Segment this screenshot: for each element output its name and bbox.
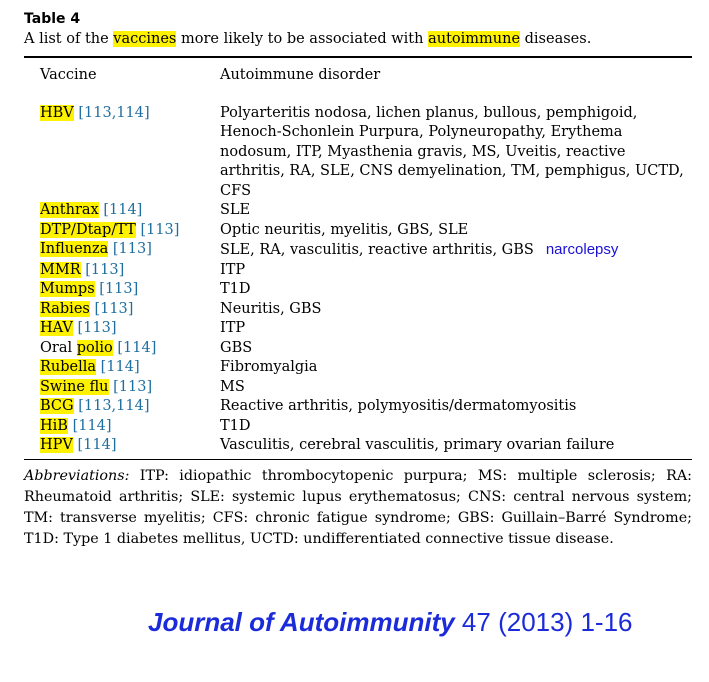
table-row [24,319,692,339]
table-row [24,240,692,261]
vaccine-cell [24,221,220,241]
disorder-cell [220,261,692,281]
disorder-text: Optic neuritis, myelitis, GBS, SLE [220,221,469,238]
journal-details: 47 (2013) 1-16 [454,607,633,637]
disorder-cell [220,319,692,339]
vaccine-cell [24,261,220,281]
table-caption [24,30,692,49]
vaccine-cell [24,339,220,359]
vaccine-prefix: Oral [40,339,77,356]
table-footnote [24,466,692,550]
vaccine-table [24,58,692,459]
reference-link[interactable]: [114] [117,339,157,356]
disorder-cell [220,94,692,202]
vaccine-cell [24,240,220,261]
disorder-cell [220,221,692,241]
vaccine-name: Influenza [40,241,109,257]
disorder-cell [220,378,692,398]
reference-link[interactable]: [113] [94,300,134,317]
disorder-cell [220,201,692,221]
vaccine-name: DTP/Dtap/TT [40,221,136,238]
table-header [24,58,692,94]
vaccine-name: Rabies [40,300,90,317]
disorder-cell [220,436,692,459]
disorder-text: MS [220,378,245,395]
vaccine-name: BCG [40,398,74,414]
vaccine-cell [24,397,220,417]
caption-highlight-vaccines: vaccines [113,31,177,47]
disorder-cell [220,240,692,261]
vaccine-name: MMR [40,261,81,278]
disorder-text: Polyarteritis nodosa, lichen planus, bullous, pemphigoid, Henoch-Schonlein Purpura, Polyneuropathy, Erythema nodosum, ITP, Myasthenia gravis, MS, Uveitis, reactive arthritis, RA, SLE, CNS demyelination, TM, pemphigus, UCTD, CFS [220,104,684,199]
table-bottom-rule [24,459,692,460]
disorder-cell [220,358,692,378]
journal-citation [148,607,633,638]
table-row [24,300,692,320]
column-header-vaccine: Vaccine [40,67,97,83]
table-body [24,94,692,459]
reference-link[interactable]: [113] [99,281,139,297]
table-row [24,261,692,281]
vaccine-name: Swine flu [40,378,109,395]
table-row [24,201,692,221]
vaccine-name: HAV [40,320,73,336]
vaccine-cell [24,94,220,202]
handwritten-annotation: narcolepsy [545,241,619,258]
header-row [24,58,692,94]
table-row [24,436,692,459]
vaccine-cell [24,280,220,300]
vaccine-name: HBV [40,104,74,121]
reference-link[interactable]: [113] [112,241,152,257]
disorder-cell [220,339,692,359]
vaccine-name: Anthrax [40,202,99,218]
vaccine-name: HPV [40,437,73,453]
reference-link[interactable]: [114] [100,359,140,375]
disorder-text: SLE, RA, vasculitis, reactive arthritis, GBS [220,242,534,258]
table-label: Table 4 [24,11,81,27]
table-row [24,358,692,378]
reference-link[interactable]: [113] [85,261,125,278]
reference-link[interactable]: [114] [72,417,112,434]
disorder-cell [220,397,692,417]
disorder-text: T1D [220,281,251,297]
footnote-label: Abbreviations: [24,467,130,484]
table-row [24,339,692,359]
disorder-text: ITP [220,320,246,336]
reference-link[interactable]: [113] [113,378,153,395]
disorder-text: Vasculitis, cerebral vasculitis, primary ovarian failure [220,437,615,453]
table-row [24,417,692,437]
column-header-disorder: Autoimmune disorder [220,67,381,83]
disorder-text: Fibromyalgia [220,359,318,375]
caption-middle: more likely to be associated with [176,31,429,47]
disorder-text: Neuritis, GBS [220,300,322,317]
table-row [24,378,692,398]
table-row [24,280,692,300]
caption-suffix: diseases. [520,31,592,47]
vaccine-name: Mumps [40,281,95,297]
footnote-text: ITP: idiopathic thrombocytopenic purpura; MS: multiple sclerosis; RA: Rheumatoid arthritis; SLE: systemic lupus erythematosus; CNS: central nervous system; TM: transverse myelitis; CFS: chronic fatigue syndrome; GBS: Guillain–Barré Syndrome; T1D: Type 1 diabetes mellitus, UCTD: undifferentiated connective tissue disease. [24,467,692,547]
reference-link[interactable]: [113] [140,221,180,238]
vaccine-cell [24,319,220,339]
vaccine-cell [24,417,220,437]
vaccine-name: HiB [40,417,68,434]
reference-link[interactable]: [114] [77,437,117,453]
caption-prefix: A list of the [24,31,114,47]
table-row [24,397,692,417]
vaccine-name: Rubella [40,359,97,375]
disorder-cell [220,280,692,300]
reference-link[interactable]: [113] [77,320,117,336]
caption-highlight-autoimmune: autoimmune [428,31,521,47]
disorder-text: Reactive arthritis, polymyositis/dermatomyositis [220,398,577,414]
reference-link[interactable]: [114] [103,202,143,218]
vaccine-cell [24,378,220,398]
disorder-cell [220,300,692,320]
disorder-text: GBS [220,339,253,356]
table-row [24,221,692,241]
table-row [24,94,692,202]
disorder-text: ITP [220,261,246,278]
vaccine-cell [24,300,220,320]
vaccine-name: polio [76,339,113,356]
disorder-cell [220,417,692,437]
vaccine-cell [24,436,220,459]
disorder-text: T1D [220,417,251,434]
reference-link[interactable]: [113,114] [78,104,150,121]
reference-link[interactable]: [113,114] [78,398,150,414]
table-figure [24,10,692,550]
vaccine-cell [24,358,220,378]
vaccine-cell [24,201,220,221]
disorder-text: SLE [220,202,251,218]
journal-name: Journal of Autoimmunity [148,607,455,637]
